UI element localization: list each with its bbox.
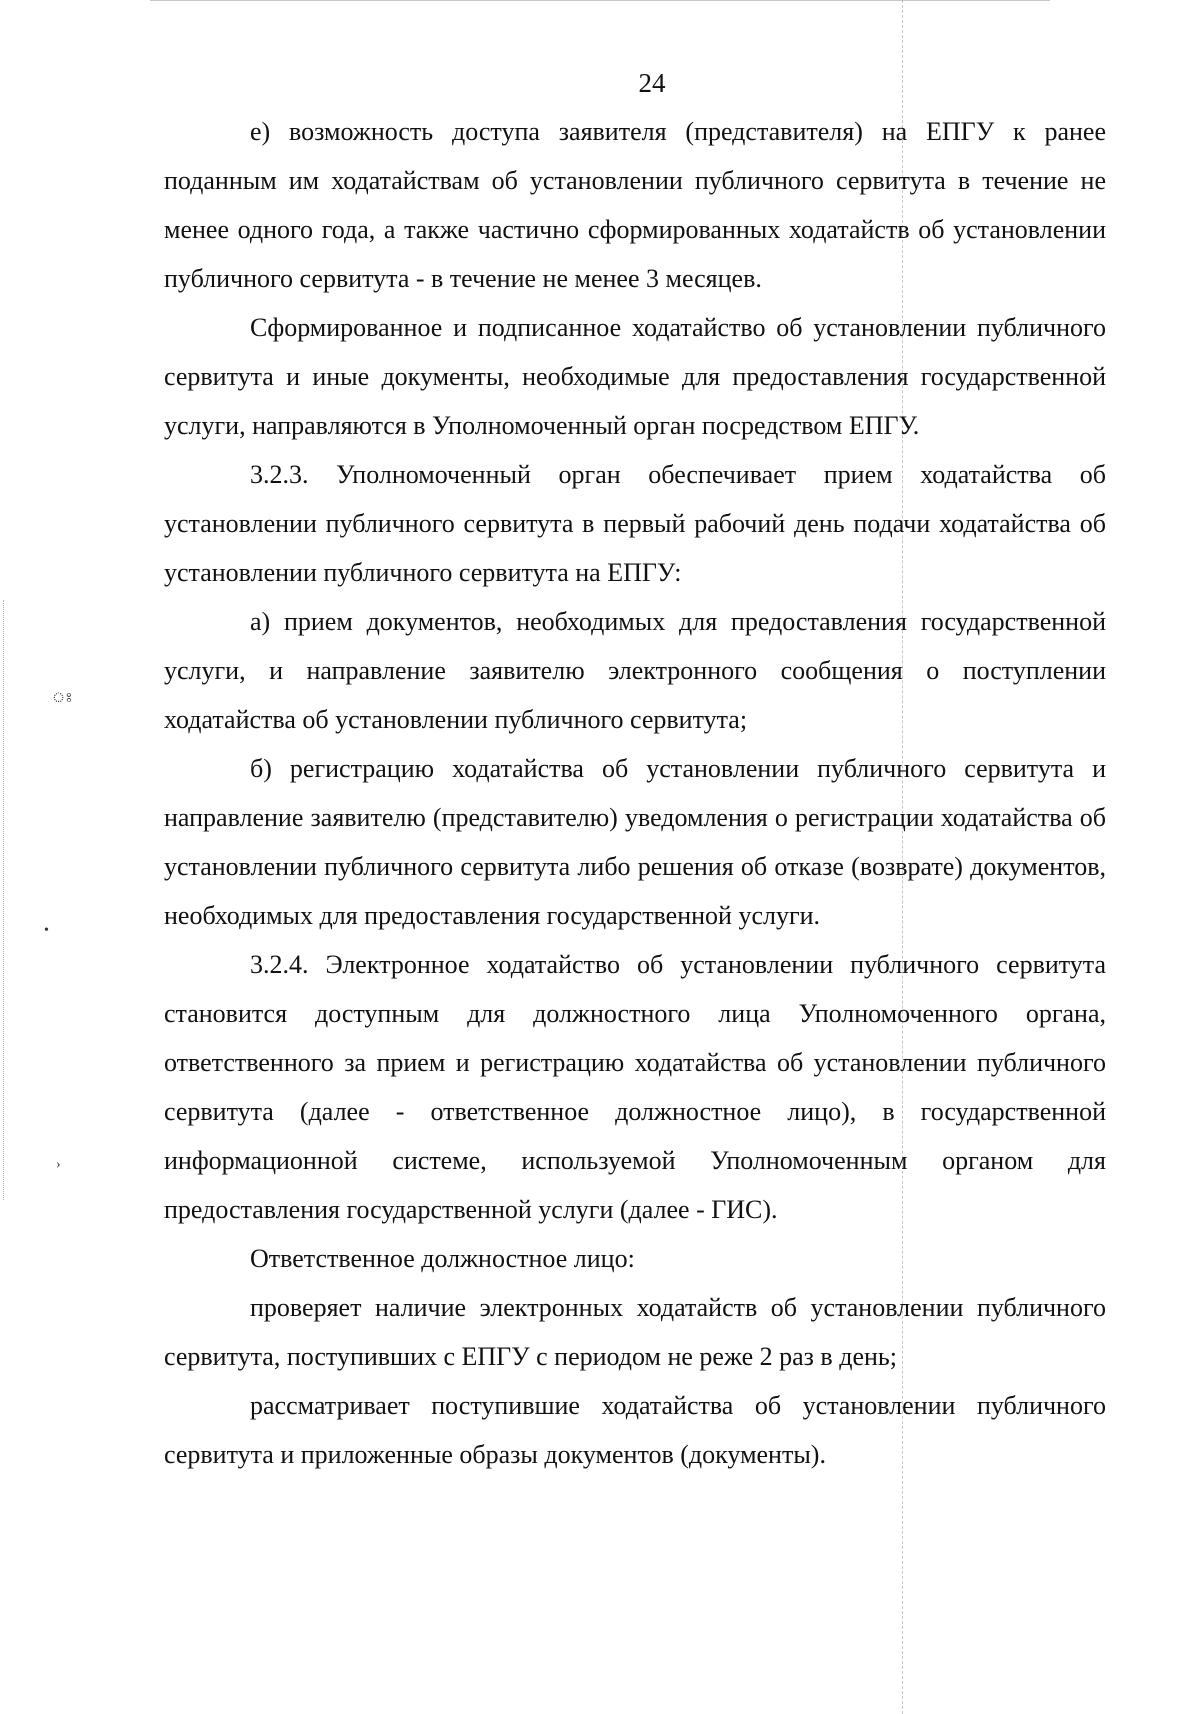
- paragraph: рассматривает поступившие ходатайства об установлении публичного сервитута и приложенные образы документов (документы).: [164, 1391, 1106, 1469]
- scan-margin-line: [3, 600, 4, 1200]
- scan-speck: ›: [56, 1157, 61, 1172]
- paragraph: е) возможность доступа заявителя (представителя) на ЕПГУ к ранее поданным им ходатайствам об установлении публичного сервитута в течение не менее одного года, а также частично сформированных ходатайств об установлении публичного сервитута - в течение не менее 3 месяцев.: [164, 117, 1106, 293]
- page-number: 24: [638, 68, 666, 98]
- scan-speck: ঃ: [52, 691, 73, 706]
- paragraph: Сформированное и подписанное ходатайство об установлении публичного сервитута и иные документы, необходимые для предоставления государственной услуги, направляются в Уполномоченный орган посредством ЕПГУ.: [164, 313, 1106, 440]
- document-body: [164, 107, 1106, 1479]
- list-item: а) прием документов, необходимых для предоставления государственной услуги, и направление заявителю электронного сообщения о поступлении ходатайства об установлении публичного сервитута;: [164, 607, 1106, 734]
- paragraph: 3.2.4. Электронное ходатайство об установлении публичного сервитута становится доступным для должностного лица Уполномоченного органа, ответственного за прием и регистрацию ходатайства об установлении публичного сервитута (далее - ответственное должностное лицо), в государственной информационной системе, используемой Уполномоченным органом для предоставления государственной услуги (далее - ГИС).: [164, 950, 1106, 1224]
- paragraph: 3.2.3. Уполномоченный орган обеспечивает прием ходатайства об установлении публичного сервитута в первый рабочий день подачи ходатайства об установлении публичного сервитута на ЕПГУ:: [164, 460, 1106, 587]
- paragraph: Ответственное должностное лицо:: [250, 1244, 635, 1273]
- paragraph: проверяет наличие электронных ходатайств об установлении публичного сервитута, поступивших с ЕПГУ с периодом не реже 2 раз в день;: [164, 1293, 1106, 1371]
- list-item: б) регистрацию ходатайства об установлении публичного сервитута и направление заявителю (представителю) уведомления о регистрации ходатайства об установлении публичного сервитута либо решения об отказе (возврате) документов, необходимых для предоставления государственной услуги.: [164, 754, 1106, 930]
- scan-speck: •: [44, 923, 49, 938]
- scan-edge-line: [150, 0, 1050, 1]
